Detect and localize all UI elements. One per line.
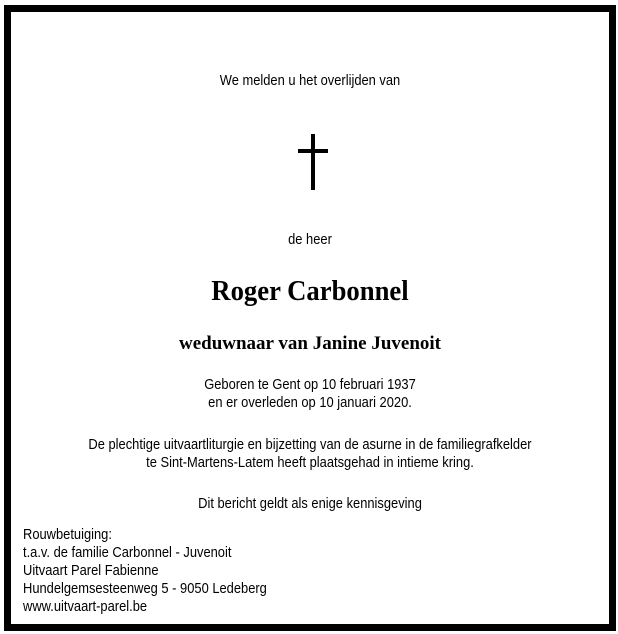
latin-cross-icon <box>298 134 328 190</box>
spouse-line: weduwnaar van Janine Juvenoit <box>178 333 441 354</box>
death-line: en er overleden op 10 januari 2020. <box>208 394 412 411</box>
deceased-name: Roger Carbonnel <box>211 275 409 307</box>
ceremony-line-2: te Sint-Martens-Latem heeft plaatsgehad in intieme kring. <box>146 454 474 471</box>
condolence-heading: Rouwbetuiging: <box>23 526 112 543</box>
condolence-address: Hundelgemsesteenweg 5 - 9050 Ledeberg <box>23 580 267 597</box>
condolence-family: t.a.v. de familie Carbonnel - Juvenoit <box>23 544 232 561</box>
condolence-website: www.uitvaart-parel.be <box>23 598 148 615</box>
intro-text: We melden u het overlijden van <box>219 72 401 89</box>
condolence-block <box>23 526 267 616</box>
condolence-funeral-home: Uitvaart Parel Fabienne <box>23 562 159 579</box>
birth-line: Geboren te Gent op 10 februari 1937 <box>204 376 416 393</box>
honorific: de heer <box>288 231 332 248</box>
obituary-frame <box>4 5 616 631</box>
ceremony-line-1: De plechtige uitvaartliturgie en bijzetting van de asurne in de familiegrafkelder <box>88 436 532 453</box>
notice-text: Dit bericht geldt als enige kennisgeving <box>198 495 422 512</box>
